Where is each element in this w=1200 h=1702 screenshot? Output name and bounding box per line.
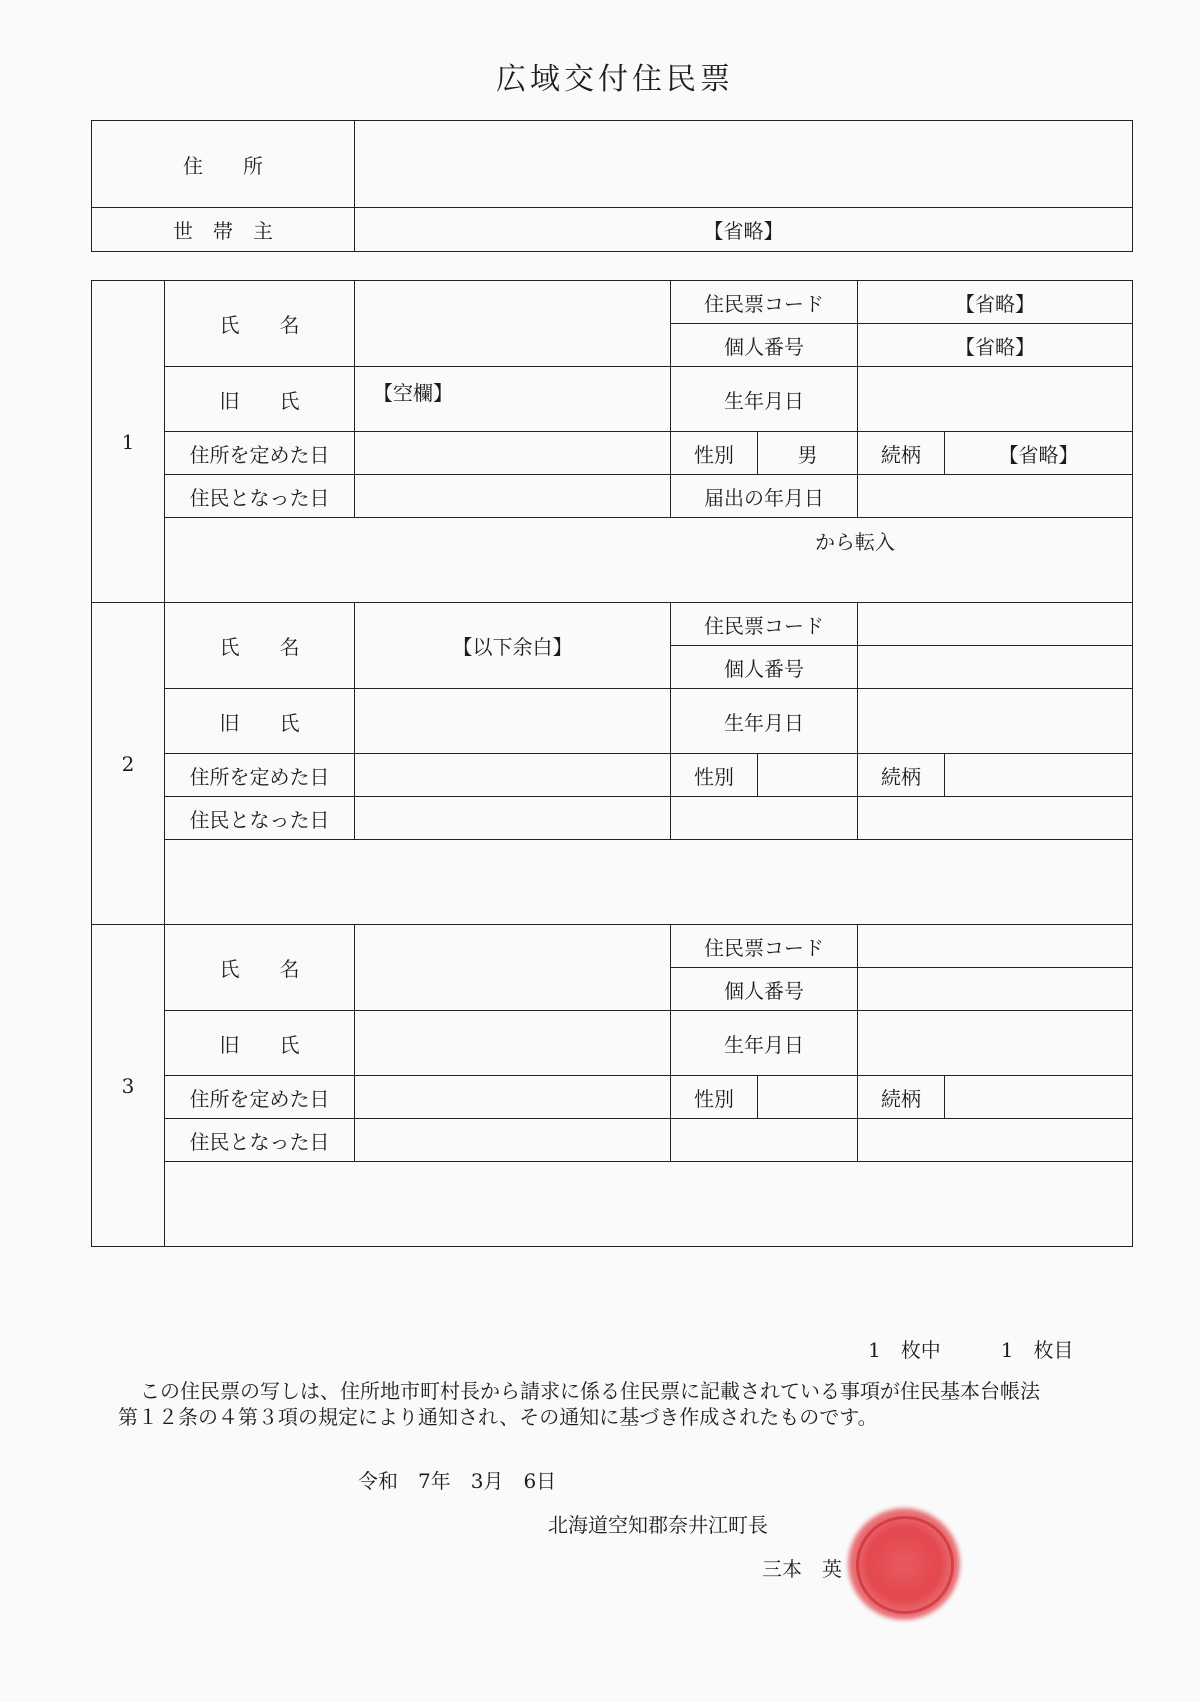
householder-value: 【省略】: [355, 208, 1133, 252]
became-resident-value: [355, 797, 671, 840]
resident-code-label: 住民票コード: [671, 925, 858, 968]
note-line-1: この住民票の写しは、住所地市町村長から請求に係る住民票に記載されている事項が住民基本台帳法: [140, 1379, 1040, 1403]
address-label: 住 所: [92, 121, 355, 208]
relation-value: [945, 754, 1133, 797]
became-resident-label: 住民となった日: [165, 797, 355, 840]
person-number: 1: [92, 281, 165, 603]
relation-label: 続柄: [858, 1076, 945, 1119]
name-value: [355, 925, 671, 1011]
old-name-value: [355, 689, 671, 754]
notification-date-value: [858, 475, 1133, 518]
old-name-value: 【空欄】: [355, 367, 671, 432]
became-resident-value: [355, 1119, 671, 1162]
birth-date-label: 生年月日: [671, 689, 858, 754]
issue-date: 令和 7年 3月 6日: [358, 1469, 557, 1493]
gender-label: 性別: [671, 1076, 758, 1119]
relation-label: 続柄: [858, 754, 945, 797]
gender-label: 性別: [671, 754, 758, 797]
page-info: 1 枚中 1 枚目: [868, 1338, 1074, 1362]
gender-value: 男: [758, 432, 858, 475]
address-value: [355, 121, 1133, 208]
person-number: 3: [92, 925, 165, 1247]
became-resident-value: [355, 475, 671, 518]
personal-number-value: [858, 646, 1133, 689]
old-name-label: 旧 氏: [165, 1011, 355, 1076]
birth-date-label: 生年月日: [671, 1011, 858, 1076]
householder-label: 世 帯 主: [92, 208, 355, 252]
address-set-date-label: 住所を定めた日: [165, 1076, 355, 1119]
birth-date-value: [858, 1011, 1133, 1076]
notification-date-extra: [858, 797, 1133, 840]
resident-code-label: 住民票コード: [671, 603, 858, 646]
old-name-label: 旧 氏: [165, 367, 355, 432]
seal-ring: [856, 1516, 954, 1614]
old-name-label: 旧 氏: [165, 689, 355, 754]
remarks: [165, 1162, 1133, 1247]
address-set-date-value: [355, 1076, 671, 1119]
certification-note: [118, 1378, 1118, 1430]
person-1-row-a: [92, 281, 1133, 324]
notification-date-value: [671, 1119, 858, 1162]
personal-number-value: [858, 968, 1133, 1011]
name-label: 氏 名: [165, 603, 355, 689]
became-resident-label: 住民となった日: [165, 475, 355, 518]
person-number: 2: [92, 603, 165, 925]
birth-date-label: 生年月日: [671, 367, 858, 432]
resident-code-value: [858, 603, 1133, 646]
remarks: [165, 840, 1133, 925]
notification-date-extra: [858, 1119, 1133, 1162]
personal-number-label: 個人番号: [671, 646, 858, 689]
name-value: [355, 281, 671, 367]
relation-label: 続柄: [858, 432, 945, 475]
relation-value: 【省略】: [945, 432, 1133, 475]
gender-label: 性別: [671, 432, 758, 475]
relation-value: [945, 1076, 1133, 1119]
gender-value: [758, 754, 858, 797]
name-value: 【以下余白】: [355, 603, 671, 689]
birth-date-value: [858, 367, 1133, 432]
resident-code-value: 【省略】: [858, 281, 1133, 324]
name-label: 氏 名: [165, 281, 355, 367]
address-set-date-label: 住所を定めた日: [165, 754, 355, 797]
header-table: [91, 120, 1133, 252]
notification-date-label: 届出の年月日: [671, 475, 858, 518]
gender-value: [758, 1076, 858, 1119]
address-set-date-value: [355, 432, 671, 475]
resident-code-value: [858, 925, 1133, 968]
address-set-date-label: 住所を定めた日: [165, 432, 355, 475]
mayor-name: 三本 英: [762, 1557, 842, 1581]
remarks: から転入: [165, 518, 1133, 603]
document-title: 広域交付住民票: [496, 62, 734, 97]
person-table: [91, 280, 1133, 1247]
notification-date-value: [671, 797, 858, 840]
note-line-2: 第１２条の４第３項の規定により通知され、その通知に基づき作成されたものです。: [118, 1405, 878, 1429]
became-resident-label: 住民となった日: [165, 1119, 355, 1162]
personal-number-label: 個人番号: [671, 968, 858, 1011]
name-label: 氏 名: [165, 925, 355, 1011]
birth-date-value: [858, 689, 1133, 754]
resident-code-label: 住民票コード: [671, 281, 858, 324]
address-set-date-value: [355, 754, 671, 797]
personal-number-label: 個人番号: [671, 324, 858, 367]
issuing-office: 北海道空知郡奈井江町長: [548, 1513, 768, 1537]
old-name-value: [355, 1011, 671, 1076]
personal-number-value: 【省略】: [858, 324, 1133, 367]
